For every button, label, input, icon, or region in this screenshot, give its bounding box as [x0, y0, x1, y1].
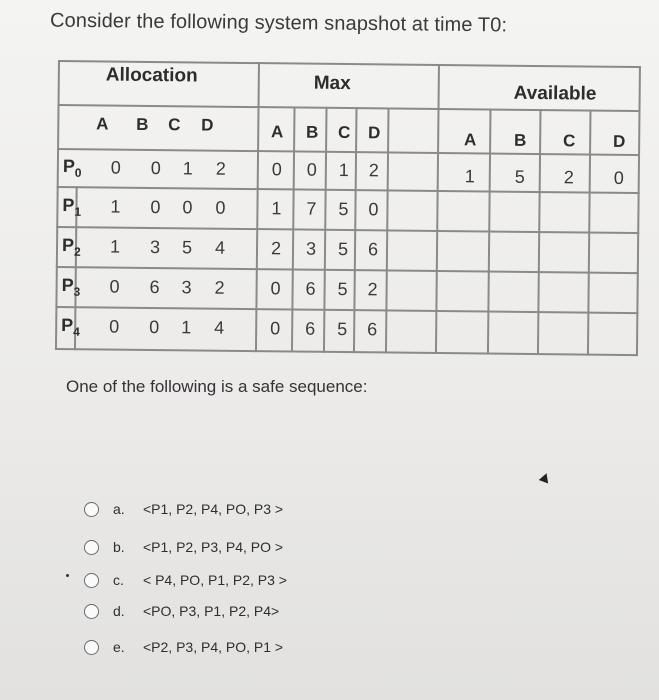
alloc-cell: 1 [110, 196, 121, 217]
option-letter: d. [113, 603, 125, 619]
alloc-cell: 0 [110, 157, 121, 178]
max-cell: 0 [306, 159, 317, 180]
radio-button[interactable] [84, 604, 99, 619]
max-header: Max [313, 72, 351, 95]
process-label: $P_2$ [61, 235, 81, 259]
process-label: $P_0$ [62, 156, 82, 180]
radio-button[interactable] [84, 502, 99, 517]
process-label: $P_4$ [61, 315, 80, 339]
max-cell: 3 [305, 238, 317, 259]
process-label: $P_1$ [62, 195, 82, 219]
max-col-header-a: A [271, 122, 284, 142]
alloc-cell: 0 [150, 196, 161, 218]
radio-button[interactable] [84, 540, 99, 555]
option-text: < P4, PO, P1, P2, P3 > [143, 572, 287, 588]
alloc-col-header-b: B [136, 114, 149, 134]
option-letter: c. [113, 572, 124, 588]
radio-button[interactable] [84, 573, 99, 588]
max-cell: 2 [367, 279, 378, 300]
max-cell: 5 [338, 198, 349, 220]
alloc-cell: 4 [214, 237, 226, 258]
option-text: <P1, P2, P3, P4, PO > [143, 539, 284, 555]
max-cell: 2 [368, 160, 379, 181]
max-cell: 6 [305, 278, 316, 299]
alloc-cell: 2 [214, 277, 225, 298]
max-cell: 6 [305, 318, 316, 339]
alloc-cell: 0 [150, 157, 161, 179]
avail-col-header-a: A [463, 130, 477, 150]
option-a[interactable] [84, 499, 283, 519]
option-letter: e. [113, 639, 125, 655]
max-col-header-d: D [368, 123, 381, 143]
alloc-cell: 0 [109, 316, 120, 337]
stray-mark [66, 574, 69, 577]
alloc-col-header-c: C [168, 115, 181, 135]
max-cell: 5 [337, 278, 348, 300]
max-cell: 2 [270, 238, 282, 259]
snapshot-table [55, 60, 641, 356]
avail-col-header-d: D [612, 131, 626, 151]
available-header: Available [513, 82, 597, 105]
alloc-cell: 3 [181, 277, 192, 298]
option-text: <P2, P3, P4, PO, P1 > [143, 639, 284, 655]
max-cell: 5 [337, 238, 349, 260]
avail-col-header-b: B [513, 130, 527, 150]
option-d[interactable] [84, 601, 279, 621]
max-cell: 5 [337, 318, 348, 340]
max-cell: 0 [271, 159, 282, 180]
option-text: <P1, P2, P4, PO, P3 > [143, 501, 284, 517]
safe-sequence-question: One of the following is a safe sequence: [66, 377, 368, 396]
alloc-col-header-d: D [201, 115, 214, 135]
alloc-cell: 0 [215, 197, 226, 218]
alloc-col-header-a: A [96, 114, 109, 134]
allocation-header: Allocation [105, 64, 198, 87]
max-cell: 1 [271, 198, 282, 219]
max-cell: 7 [306, 198, 317, 219]
avail-col-header-c: C [562, 131, 576, 151]
max-col-header-c: C [338, 122, 351, 143]
alloc-cell: 0 [182, 197, 193, 218]
question-text: Consider the following system snapshot at time T0: [49, 9, 508, 37]
alloc-cell: 5 [181, 237, 193, 258]
available-cell: 2 [563, 167, 574, 188]
option-text: <PO, P3, P1, P2, P4> [143, 603, 280, 619]
option-b[interactable] [84, 537, 283, 557]
alloc-cell: 1 [181, 317, 192, 338]
option-letter: b. [113, 539, 125, 555]
option-e[interactable] [84, 637, 283, 657]
alloc-cell: 0 [109, 276, 120, 297]
alloc-cell: 1 [109, 236, 121, 257]
available-cell: 5 [514, 166, 525, 187]
alloc-cell: 6 [149, 276, 160, 298]
process-label: $P_3$ [61, 275, 81, 299]
alloc-cell: 1 [182, 158, 193, 179]
alloc-cell: 4 [214, 317, 225, 338]
option-c[interactable] [84, 570, 287, 590]
max-cell: 1 [338, 159, 349, 181]
mouse-pointer-icon [539, 472, 551, 484]
alloc-cell: 3 [149, 236, 161, 258]
max-cell: 6 [367, 319, 378, 340]
max-cell: 0 [270, 318, 281, 339]
max-cell: 6 [367, 239, 379, 260]
max-col-header-b: B [306, 122, 319, 142]
alloc-cell: 0 [149, 316, 160, 338]
max-cell: 0 [368, 199, 379, 220]
option-letter: a. [113, 501, 125, 517]
max-cell: 0 [270, 278, 281, 299]
radio-button[interactable] [84, 640, 99, 655]
available-cell: 1 [464, 166, 475, 187]
alloc-cell: 2 [215, 158, 226, 179]
available-cell: 0 [613, 167, 624, 188]
